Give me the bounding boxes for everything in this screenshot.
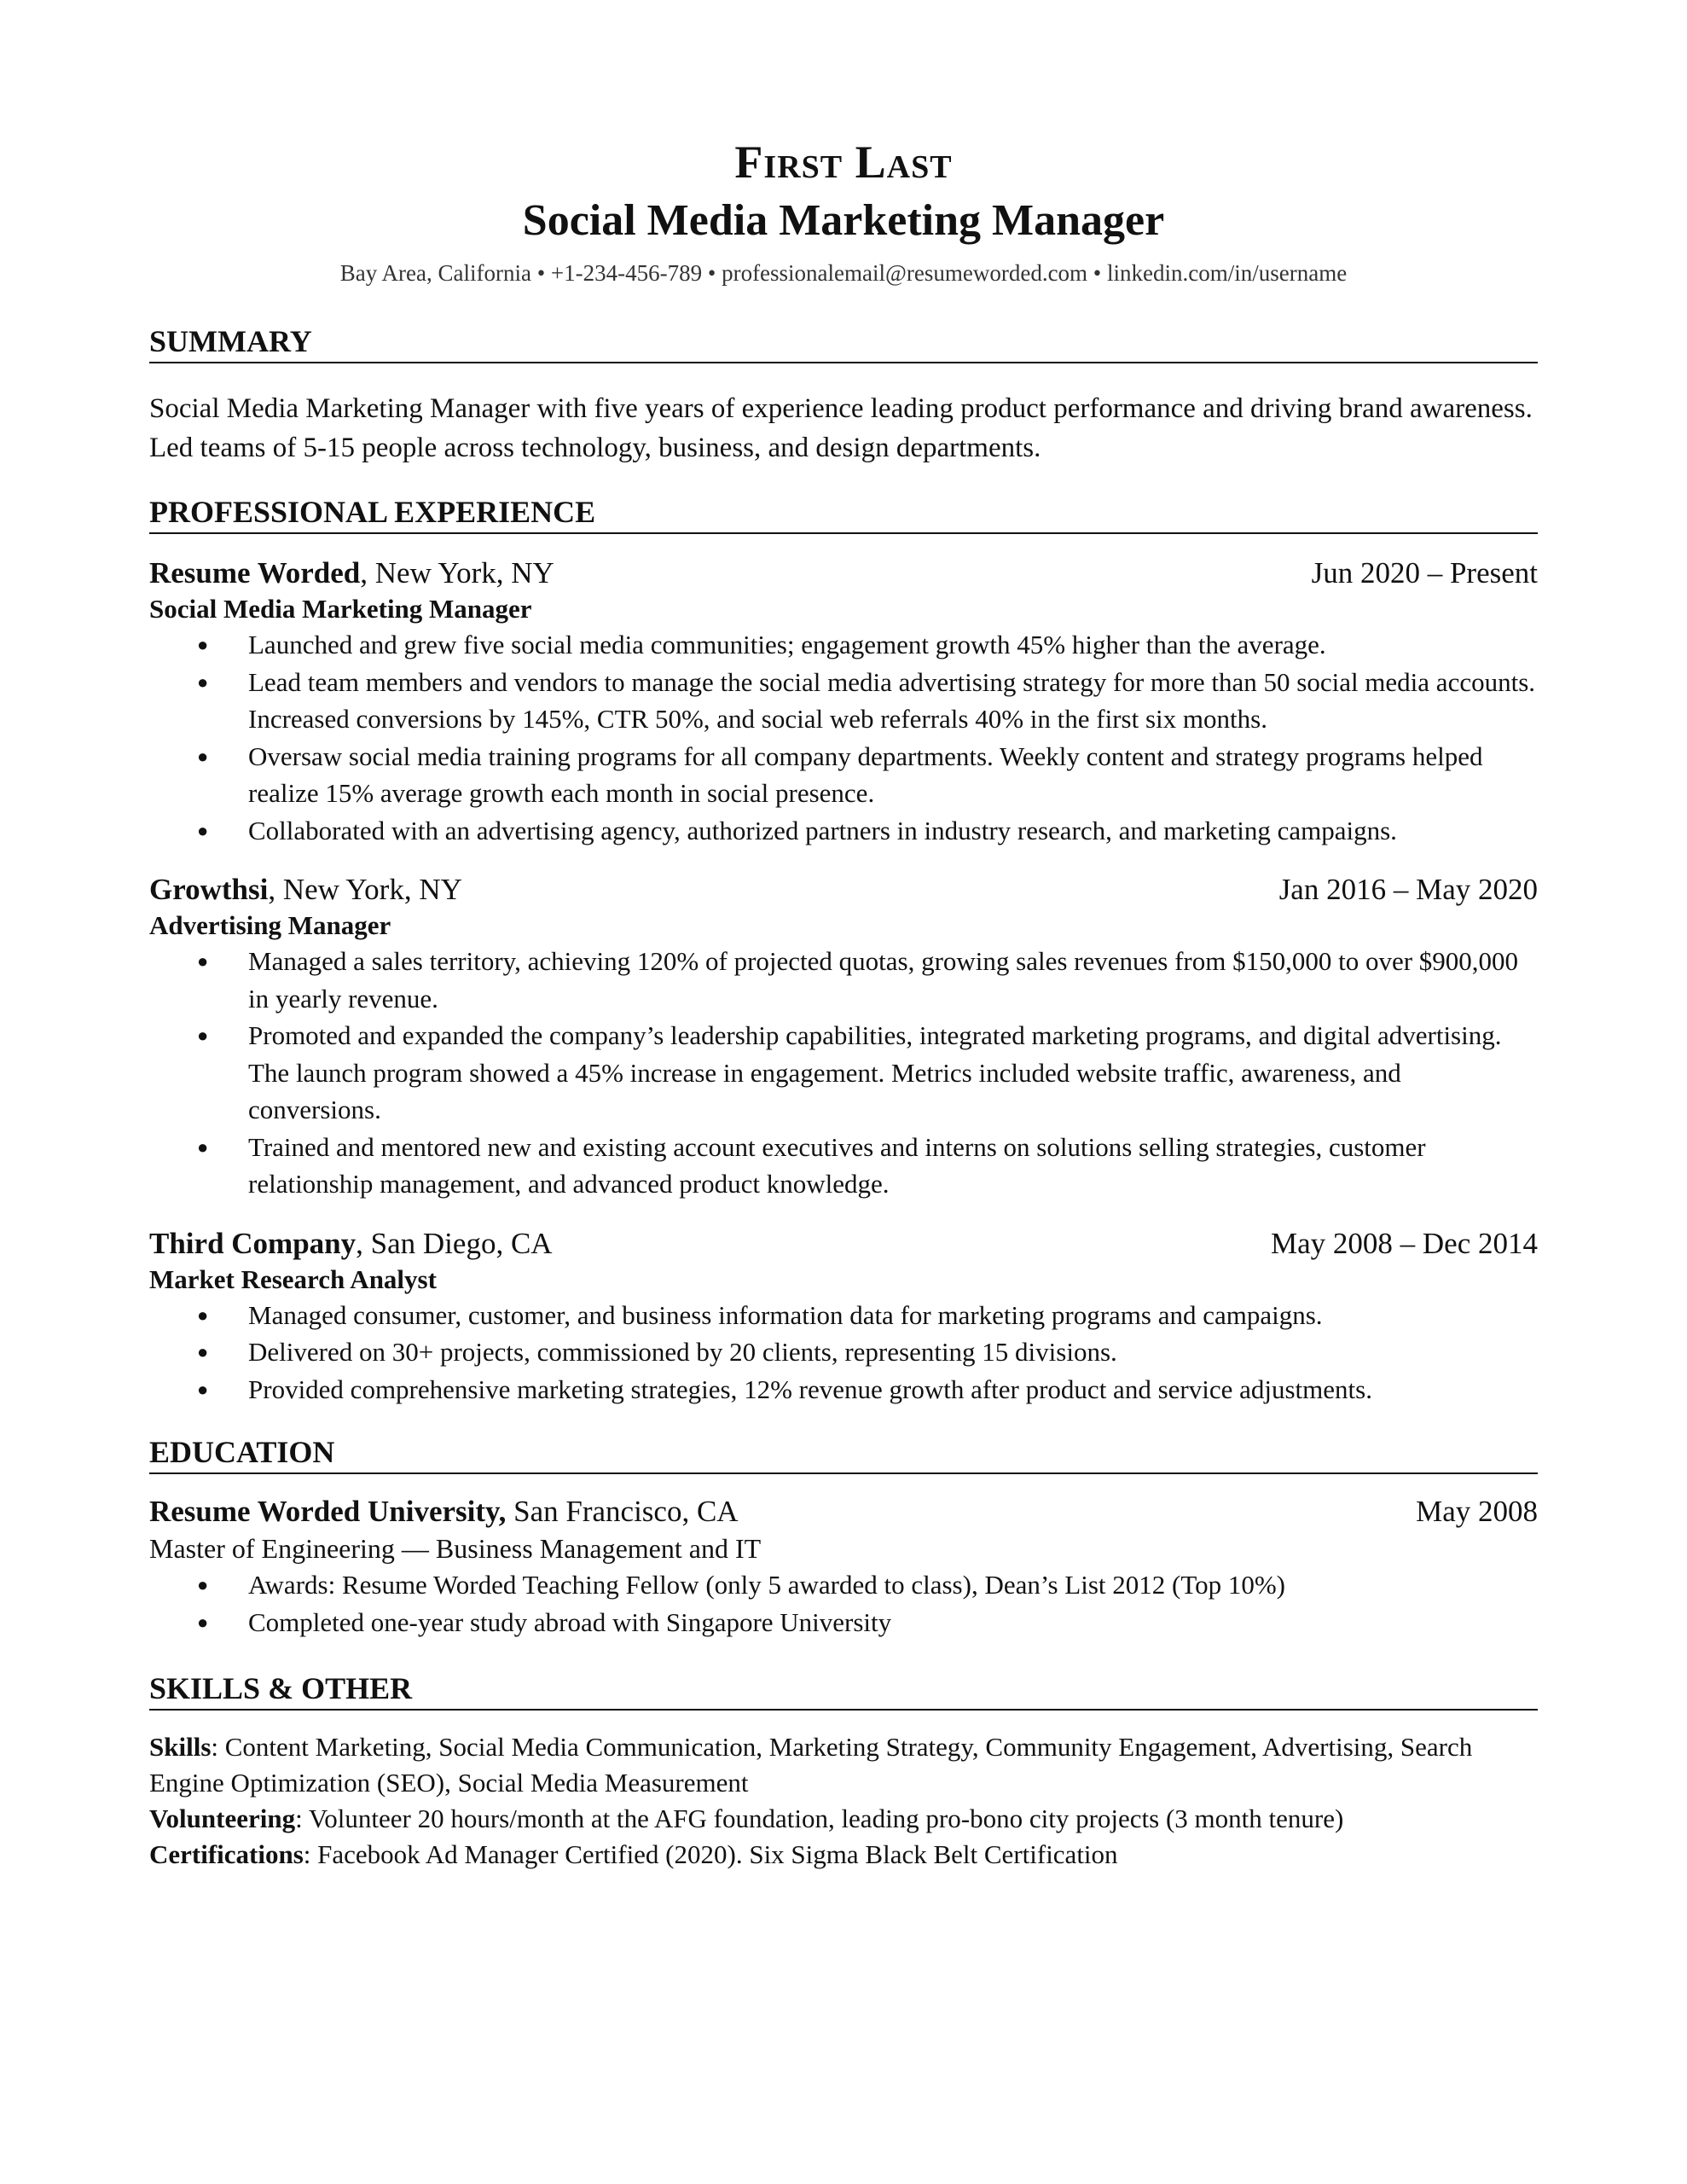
education-bullets <box>149 1566 1538 1641</box>
summary-heading: SUMMARY <box>149 322 1538 363</box>
job-entry <box>149 555 1538 849</box>
job-role: Market Research Analyst <box>149 1263 437 1294</box>
education-heading: EDUCATION <box>149 1433 1538 1474</box>
skills-label: Skills <box>149 1732 212 1762</box>
education-entry <box>149 1493 1538 1641</box>
bullet-item: ● Collaborated with an advertising agency, authorized partners in industry research, and marketing campaigns. <box>248 812 1538 850</box>
job-entry <box>149 871 1538 1203</box>
bullet-item: ● Trained and mentored new and existing account executives and interns on solutions selling strategies, customer relationship management, and advanced product knowledge. <box>248 1129 1538 1203</box>
job-dates: Jun 2020 – Present <box>1311 556 1538 590</box>
job-employer <box>149 555 554 592</box>
bullet-item: ● Launched and grew five social media communities; engagement growth 45% higher than the average. <box>248 626 1538 664</box>
job-employer <box>149 871 462 909</box>
summary-section <box>149 322 1538 468</box>
job-role: Social Media Marketing Manager <box>149 594 532 624</box>
job-dates: May 2008 – Dec 2014 <box>1270 1226 1538 1260</box>
job-entry <box>149 1225 1538 1409</box>
job-bullets <box>149 1297 1538 1409</box>
skills-section <box>149 1670 1538 1873</box>
experience-section <box>149 493 1538 1408</box>
bullet-item: ● Managed a sales territory, achieving 120% of projected quotas, growing sales revenues from $150,000 to over $900,000 in yearly revenue. <box>248 943 1538 1017</box>
volunteering-line <box>149 1801 1538 1837</box>
degree: Master of Engineering — Business Management and IT <box>149 1533 762 1564</box>
bullet-item: ● Oversaw social media training programs for all company departments. Weekly content and strategy programs helped realize 15% average growth each month in social presence. <box>248 738 1538 812</box>
bullet-item: ● Lead team members and vendors to manage the social media advertising strategy for more than 50 social media accounts. Increased conversions by 145%, CTR 50%, and social web referrals 40% in the first six months. <box>248 664 1538 738</box>
resume-header <box>149 135 1538 288</box>
bullet-item: ● Promoted and expanded the company’s leadership capabilities, integrated marketing programs, and digital advertising. The launch program showed a 45% increase in engagement. Metrics included website traffic, awareness, and conversions. <box>248 1017 1538 1129</box>
job-header <box>149 1225 1538 1263</box>
contact-line: Bay Area, California • +1-234-456-789 • professionalemail@resumeworded.com • linkedin.com/in/username <box>339 260 1348 286</box>
education-date: May 2008 <box>1416 1495 1538 1528</box>
bullet-item: ● Managed consumer, customer, and business information data for marketing programs and campaigns. <box>248 1297 1538 1334</box>
job-bullets <box>149 626 1538 849</box>
job-employer <box>149 1225 553 1263</box>
certifications-label: Certifications <box>149 1839 304 1869</box>
bullet-item: ● Completed one-year study abroad with Singapore University <box>248 1604 1538 1641</box>
company-location: , New York, NY <box>268 873 462 906</box>
company-name: Growthsi <box>149 873 269 906</box>
skills-list <box>149 1729 1538 1873</box>
certifications-text: : Facebook Ad Manager Certified (2020). Six Sigma Black Belt Certification <box>303 1839 1118 1869</box>
school-line <box>149 1493 739 1531</box>
job-dates: Jan 2016 – May 2020 <box>1278 873 1538 906</box>
skills-heading: SKILLS & OTHER <box>149 1670 1538 1711</box>
school-location: San Francisco, CA <box>506 1495 739 1528</box>
candidate-title: Social Media Marketing Manager <box>522 196 1165 245</box>
experience-list <box>149 555 1538 1408</box>
education-section <box>149 1433 1538 1641</box>
job-role: Advertising Manager <box>149 910 391 940</box>
skills-line <box>149 1729 1538 1801</box>
skills-text: : Content Marketing, Social Media Communication, Marketing Strategy, Community Engagement, Advertising, Search Engine Optimization (SEO), Social Media Measurement <box>149 1732 1473 1798</box>
volunteering-label: Volunteering <box>149 1804 296 1833</box>
company-location: , New York, NY <box>360 556 554 590</box>
resume-page <box>149 135 1538 1873</box>
summary-text: Social Media Marketing Manager with five years of experience leading product performance and driving brand awareness. Led teams of 5-15 people across technology, business, and design departments. <box>149 393 1533 463</box>
job-header <box>149 555 1538 592</box>
volunteering-text: : Volunteer 20 hours/month at the AFG foundation, leading pro-bono city projects (3 month tenure) <box>295 1804 1344 1833</box>
school-name: Resume Worded University, <box>149 1495 507 1528</box>
company-location: , San Diego, CA <box>356 1226 553 1260</box>
experience-heading: PROFESSIONAL EXPERIENCE <box>149 493 1538 534</box>
candidate-name: First Last <box>734 136 953 188</box>
company-name: Third Company <box>149 1226 357 1260</box>
certifications-line <box>149 1837 1538 1873</box>
education-header <box>149 1493 1538 1531</box>
bullet-item: ● Delivered on 30+ projects, commissioned by 20 clients, representing 15 divisions. <box>248 1333 1538 1371</box>
bullet-item: ● Provided comprehensive marketing strategies, 12% revenue growth after product and service adjustments. <box>248 1371 1538 1409</box>
bullet-item: ● Awards: Resume Worded Teaching Fellow (only 5 awarded to class), Dean’s List 2012 (Top 10%) <box>248 1566 1538 1604</box>
company-name: Resume Worded <box>149 556 361 590</box>
job-header <box>149 871 1538 909</box>
job-bullets <box>149 943 1538 1203</box>
